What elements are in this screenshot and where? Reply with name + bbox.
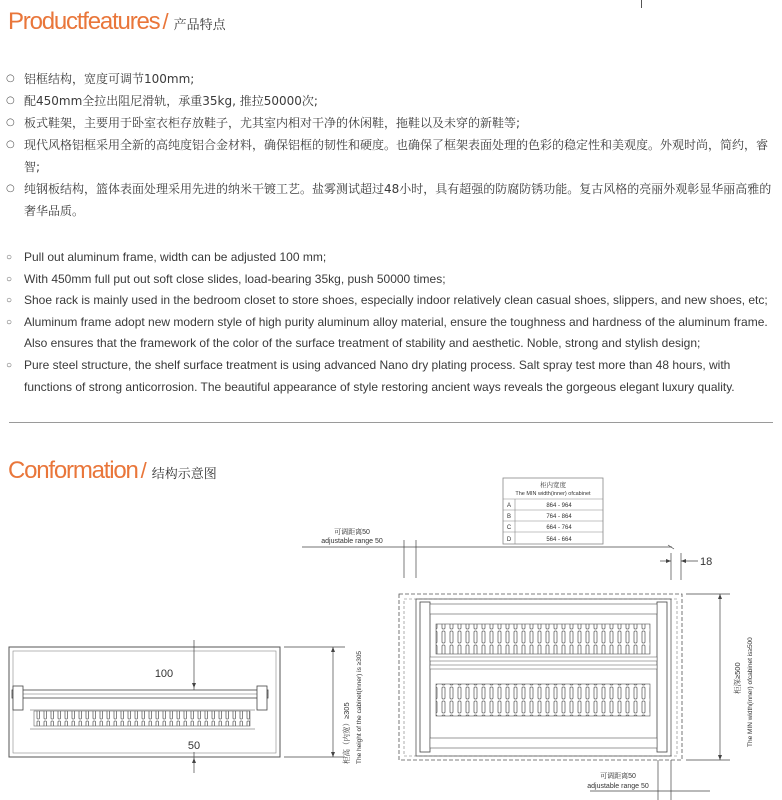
bullet-circle-icon: ○	[6, 183, 15, 194]
height-label-zh: 柜高（内宽）≥305	[342, 702, 351, 764]
height-label-en: The height of the cabinet(inner) is ≥305	[356, 650, 363, 764]
bullet-circle-icon: ○	[6, 117, 15, 128]
table-row-range: 864 - 964	[546, 503, 572, 509]
bullet-circle-icon: ○	[6, 95, 15, 106]
bullet-circle-icon: ○	[6, 139, 15, 150]
bullet-circle-icon: ○	[6, 73, 15, 84]
bullet-circle-icon: ○	[6, 316, 13, 328]
list-item: ○ Pull out aluminum frame, width can be adjusted 100 mm;	[6, 247, 776, 269]
list-item: ○ Aluminum frame adopt new modern style of high purity aluminum alloy material, ensure the toughness and hardness of the aluminum frame. Also ensures that the framework of the color of the surface treatment of stability and aesthetic. Noble, strong and stylish design;	[6, 312, 776, 355]
table-row-code: B	[506, 514, 512, 520]
list-item: ○ 纯钢板结构，篮体表面处理采用先进的纳米干镀工艺。盐雾测试超过48小时，具有超强的防腐防锈功能。复古风格的亮丽外观彰显华丽高雅的奢华品质。	[6, 178, 776, 222]
table-title-zh: 柜内宽度	[540, 482, 566, 489]
dim-100-label: 100	[154, 668, 174, 680]
adjustable-top-zh: 可调距离50	[334, 529, 370, 536]
adjustable-bottom-en: adjustable range 50	[587, 783, 649, 790]
top-view-drawing	[399, 594, 730, 760]
list-item: ○ With 450mm full put out soft close slides, load-bearing 35kg, push 50000 times;	[6, 269, 776, 291]
front-view-drawing	[9, 640, 345, 773]
bullet-circle-icon: ○	[6, 252, 13, 263]
list-item: ○ 板式鞋架，主要用于卧室衣柜存放鞋子，尤其室内相对干净的休闲鞋，拖鞋以及未穿的新鞋等;	[6, 112, 776, 134]
list-item: ○ Pure steel structure, the shelf surface treatment is using advanced Nano dry plating process. Salt spray test more than 48 hours, with functions of strong anticorrosion. The beautiful appearance of style restoring ancient ways reveals the gorgeous elegant luxury quality.	[6, 355, 776, 398]
bullet-circle-icon: ○	[6, 359, 13, 371]
table-row-range: 664 - 764	[546, 525, 572, 531]
table-row-range: 764 - 864	[546, 514, 572, 520]
table-row-code: A	[506, 503, 512, 509]
dim-50-label: 50	[187, 740, 201, 752]
depth-label-en: The MIN width(inner) ofcabinet is≥500	[747, 637, 754, 747]
features-title-en: Productfeatures	[8, 8, 160, 35]
features-title-zh: 产品特点	[173, 18, 226, 33]
title-slash: /	[140, 458, 147, 483]
title-slash: /	[162, 9, 169, 34]
list-item: ○ Shoe rack is mainly used in the bedroom closet to store shoes, especially indoor relatively clean casual shoes, slippers, and new shoes, etc;	[6, 290, 776, 312]
list-item: ○ 现代风格铝框采用全新的高纯度铝合金材料，确保铝框的韧性和硬度。也确保了框架表面处理的色彩的稳定性和美观度。外观时尚，简约，睿智;	[6, 134, 776, 178]
conformation-title-en: Conformation	[8, 457, 138, 484]
conformation-title-zh: 结构示意图	[151, 467, 217, 482]
list-item: ○ 配450mm全拉出阻尼滑轨，承重35kg, 推拉50000次;	[6, 90, 776, 112]
table-row-code: D	[506, 537, 512, 543]
table-row-code: C	[506, 525, 512, 531]
bullet-circle-icon: ○	[6, 273, 13, 285]
adjustable-top-en: adjustable range 50	[321, 538, 383, 545]
table-title-en: The MIN width(inner) ofcabinet	[515, 491, 591, 497]
depth-label-zh: 柜深≥500	[733, 662, 742, 694]
bullet-circle-icon: ○	[6, 295, 13, 307]
width-table	[503, 478, 603, 544]
table-row-range: 564 - 664	[546, 537, 572, 543]
adjustable-bottom-zh: 可调距离50	[600, 773, 636, 780]
list-item: ○ 铝框结构，宽度可调节100mm;	[6, 68, 776, 90]
dim-18-label: 18	[700, 556, 713, 568]
